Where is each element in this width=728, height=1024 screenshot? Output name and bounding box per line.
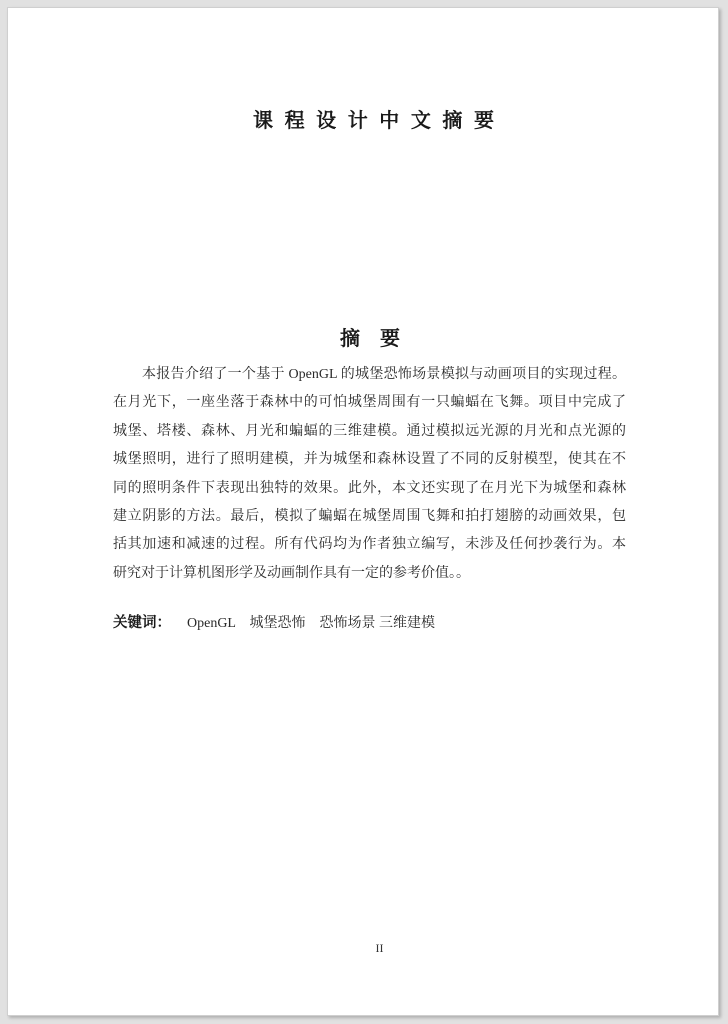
abstract-line-2: 在月光下，一座坐落于森林中的可怕城堡周围有一只蝙蝠在飞舞。项目中完成了	[113, 395, 626, 411]
abstract-line-4: 城堡照明，进行了照明建模，并为城堡和森林设置了不同的反射模型，使其在不	[113, 452, 626, 468]
abstract-line-7: 括其加速和减速的过程。所有代码均为作者独立编写，未涉及任何抄袭行为。本	[113, 537, 626, 553]
keywords-row	[113, 611, 626, 632]
abstract-line-8: 研究对于计算机图形学及动画制作具有一定的参考价值。。	[113, 565, 470, 581]
abstract-paragraph	[113, 361, 626, 588]
abstract-line-5: 同的照明条件下表现出独特的效果。此外，本文还实现了在月光下为城堡和森林	[113, 480, 626, 496]
keywords-values: OpenGL 城堡恐怖 恐怖场景 三维建模	[187, 616, 435, 631]
document-page	[7, 7, 719, 1016]
keywords-label: 关键词：	[113, 615, 171, 631]
abstract-heading: 摘 要	[340, 328, 400, 350]
abstract-line-1: 本报告介绍了一个基于 OpenGL 的城堡恐怖场景模拟与动画项目的实现过程。	[142, 367, 626, 382]
abstract-line-3: 城堡、塔楼、森林、月光和蝙蝠的三维建模。通过模拟远光源的月光和点光源的	[113, 423, 626, 439]
page-number: II	[375, 941, 384, 955]
abstract-line-6: 建立阴影的方法。最后，模拟了蝙蝠在城堡周围飞舞和拍打翅膀的动画效果，包	[113, 509, 626, 525]
page-title: 课 程 设 计 中 文 摘 要	[253, 110, 495, 132]
